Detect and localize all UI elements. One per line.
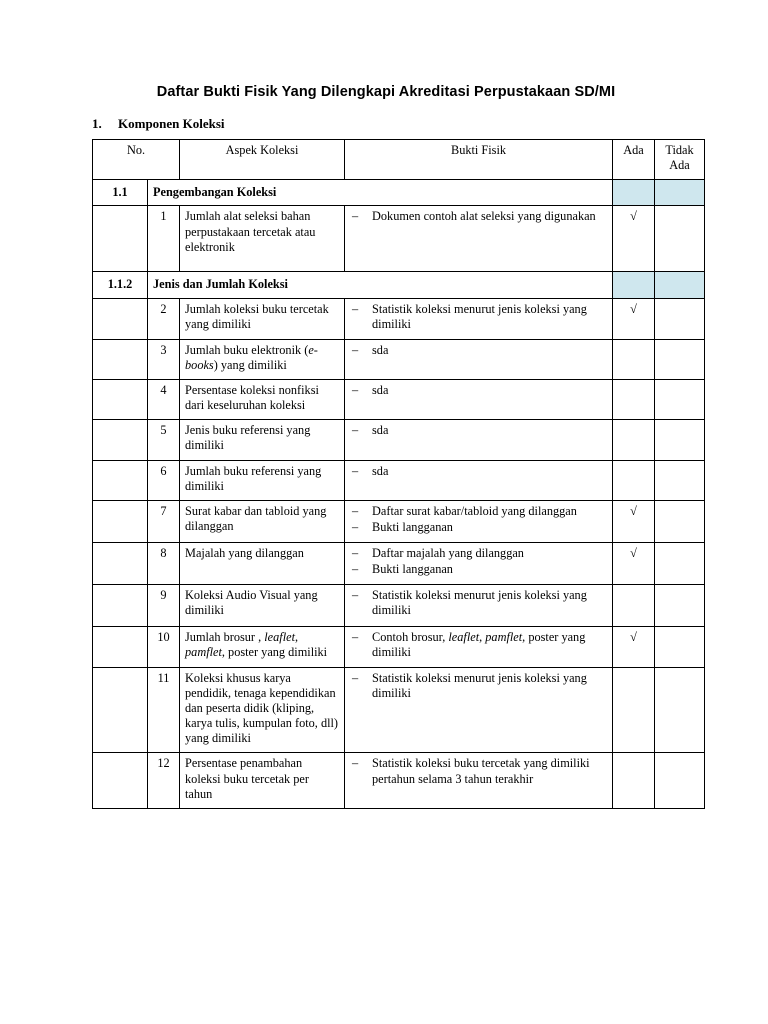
row-bukti [345, 206, 613, 272]
row-aspek: Majalah yang dilanggan [180, 543, 345, 585]
section-title: Komponen Koleksi [118, 116, 225, 131]
row-number: 4 [148, 380, 180, 420]
bukti-item: – Statistik koleksi menurut jenis koleksi yang dimiliki [350, 588, 607, 618]
row-number: 10 [148, 626, 180, 667]
row-bukti [345, 753, 613, 808]
row-aspek: Koleksi Audio Visual yang dimiliki [180, 585, 345, 626]
row-tidak-ada-mark[interactable] [655, 339, 705, 379]
row-spacer-cell [93, 543, 148, 585]
row-number: 11 [148, 667, 180, 753]
row-aspek: Jumlah koleksi buku tercetak yang dimiliki [180, 298, 345, 339]
row-bukti [345, 339, 613, 379]
row-number: 9 [148, 585, 180, 626]
row-spacer-cell [93, 298, 148, 339]
section-number: 1. [92, 116, 102, 131]
row-ada-mark[interactable]: √ [613, 626, 655, 667]
row-tidak-ada-mark[interactable] [655, 460, 705, 500]
row-spacer-cell [93, 500, 148, 542]
row-ada-mark[interactable] [613, 753, 655, 808]
row-number: 3 [148, 339, 180, 379]
row-aspek: Surat kabar dan tabloid yang dilanggan [180, 500, 345, 542]
row-spacer-cell [93, 753, 148, 808]
row-aspek: Jumlah brosur , leaflet, pamflet, poster yang dimiliki [180, 626, 345, 667]
row-bukti [345, 460, 613, 500]
row-bukti [345, 667, 613, 753]
row-bukti [345, 298, 613, 339]
row-ada-mark[interactable] [613, 380, 655, 420]
row-spacer-cell [93, 420, 148, 460]
group-number: 1.1.2 [93, 272, 148, 298]
group-ada-cell [613, 272, 655, 298]
row-spacer-cell [93, 460, 148, 500]
row-number: 1 [148, 206, 180, 272]
table-row [93, 753, 705, 808]
page-title: Daftar Bukti Fisik Yang Dilengkapi Akreditasi Perpustakaan SD/MI [156, 84, 616, 100]
row-ada-mark[interactable]: √ [613, 298, 655, 339]
row-aspek: Jumlah buku elektronik (e-books) yang dimiliki [180, 339, 345, 379]
header-ada: Ada [613, 140, 655, 180]
row-ada-mark[interactable] [613, 339, 655, 379]
table-row [93, 667, 705, 753]
row-number: 8 [148, 543, 180, 585]
row-number: 6 [148, 460, 180, 500]
row-number: 2 [148, 298, 180, 339]
row-bukti [345, 543, 613, 585]
row-bukti [345, 585, 613, 626]
table-header-row [93, 140, 705, 180]
row-bukti [345, 500, 613, 542]
row-number: 5 [148, 420, 180, 460]
row-spacer-cell [93, 206, 148, 272]
table-row [93, 460, 705, 500]
table-row [93, 626, 705, 667]
bukti-item: – Bukti langganan [350, 520, 607, 535]
row-spacer-cell [93, 380, 148, 420]
row-spacer-cell [93, 626, 148, 667]
group-tidak-ada-cell [655, 272, 705, 298]
row-tidak-ada-mark[interactable] [655, 543, 705, 585]
row-ada-mark[interactable] [613, 667, 655, 753]
section-heading [92, 116, 696, 132]
header-tidak-ada: Tidak Ada [655, 140, 705, 180]
row-aspek: Persentase koleksi nonfiksi dari keseluruhan koleksi [180, 380, 345, 420]
bukti-item: – Contoh brosur, leaflet, pamflet, poster yang dimiliki [350, 630, 607, 660]
row-tidak-ada-mark[interactable] [655, 626, 705, 667]
row-tidak-ada-mark[interactable] [655, 753, 705, 808]
group-tidak-ada-cell [655, 180, 705, 206]
row-aspek: Persentase penambahan koleksi buku tercetak per tahun [180, 753, 345, 808]
table-header [93, 140, 705, 180]
row-tidak-ada-mark[interactable] [655, 500, 705, 542]
bukti-item: – Daftar majalah yang dilanggan [350, 546, 607, 561]
row-number: 7 [148, 500, 180, 542]
table-group-row [93, 180, 705, 206]
row-ada-mark[interactable]: √ [613, 206, 655, 272]
bukti-item: – Statistik koleksi menurut jenis koleksi yang dimiliki [350, 671, 607, 701]
evidence-table [92, 139, 705, 809]
row-aspek: Jumlah buku referensi yang dimiliki [180, 460, 345, 500]
table-group-row [93, 272, 705, 298]
bukti-item: – sda [350, 423, 607, 438]
row-bukti [345, 626, 613, 667]
header-aspek: Aspek Koleksi [180, 140, 345, 180]
table-row [93, 420, 705, 460]
row-ada-mark[interactable] [613, 460, 655, 500]
header-no: No. [93, 140, 180, 180]
table-body [93, 180, 705, 809]
group-label: Pengembangan Koleksi [148, 180, 613, 206]
bukti-item: – sda [350, 343, 607, 358]
row-ada-mark[interactable] [613, 585, 655, 626]
row-number: 12 [148, 753, 180, 808]
row-spacer-cell [93, 667, 148, 753]
row-aspek: Jumlah alat seleksi bahan perpustakaan tercetak atau elektronik [180, 206, 345, 272]
row-tidak-ada-mark[interactable] [655, 206, 705, 272]
table-row [93, 585, 705, 626]
row-tidak-ada-mark[interactable] [655, 585, 705, 626]
row-aspek: Koleksi khusus karya pendidik, tenaga kependidikan dan peserta didik (kliping, karya tulis, kumpulan foto, dll) yang dimiliki [180, 667, 345, 753]
bukti-item: – Dokumen contoh alat seleksi yang digunakan [350, 209, 607, 224]
row-tidak-ada-mark[interactable] [655, 380, 705, 420]
row-tidak-ada-mark[interactable] [655, 298, 705, 339]
row-ada-mark[interactable]: √ [613, 543, 655, 585]
group-ada-cell [613, 180, 655, 206]
table-row [93, 206, 705, 272]
bukti-item: – sda [350, 464, 607, 479]
row-ada-mark[interactable] [613, 420, 655, 460]
group-number: 1.1 [93, 180, 148, 206]
bukti-item: – sda [350, 383, 607, 398]
table-row [93, 339, 705, 379]
bukti-item: – Statistik koleksi buku tercetak yang dimiliki pertahun selama 3 tahun terakhir [350, 756, 607, 786]
bukti-item: – Statistik koleksi menurut jenis koleksi yang dimiliki [350, 302, 607, 332]
table-row [93, 298, 705, 339]
row-spacer-cell [93, 339, 148, 379]
bukti-item: – Daftar surat kabar/tabloid yang dilanggan [350, 504, 607, 519]
row-tidak-ada-mark[interactable] [655, 667, 705, 753]
row-spacer-cell [93, 585, 148, 626]
table-row [93, 543, 705, 585]
row-aspek: Jenis buku referensi yang dimiliki [180, 420, 345, 460]
row-ada-mark[interactable]: √ [613, 500, 655, 542]
table-row [93, 500, 705, 542]
row-bukti [345, 380, 613, 420]
bukti-item: – Bukti langganan [350, 562, 607, 577]
header-bukti: Bukti Fisik [345, 140, 613, 180]
group-label: Jenis dan Jumlah Koleksi [148, 272, 613, 298]
table-row [93, 380, 705, 420]
row-tidak-ada-mark[interactable] [655, 420, 705, 460]
row-bukti [345, 420, 613, 460]
